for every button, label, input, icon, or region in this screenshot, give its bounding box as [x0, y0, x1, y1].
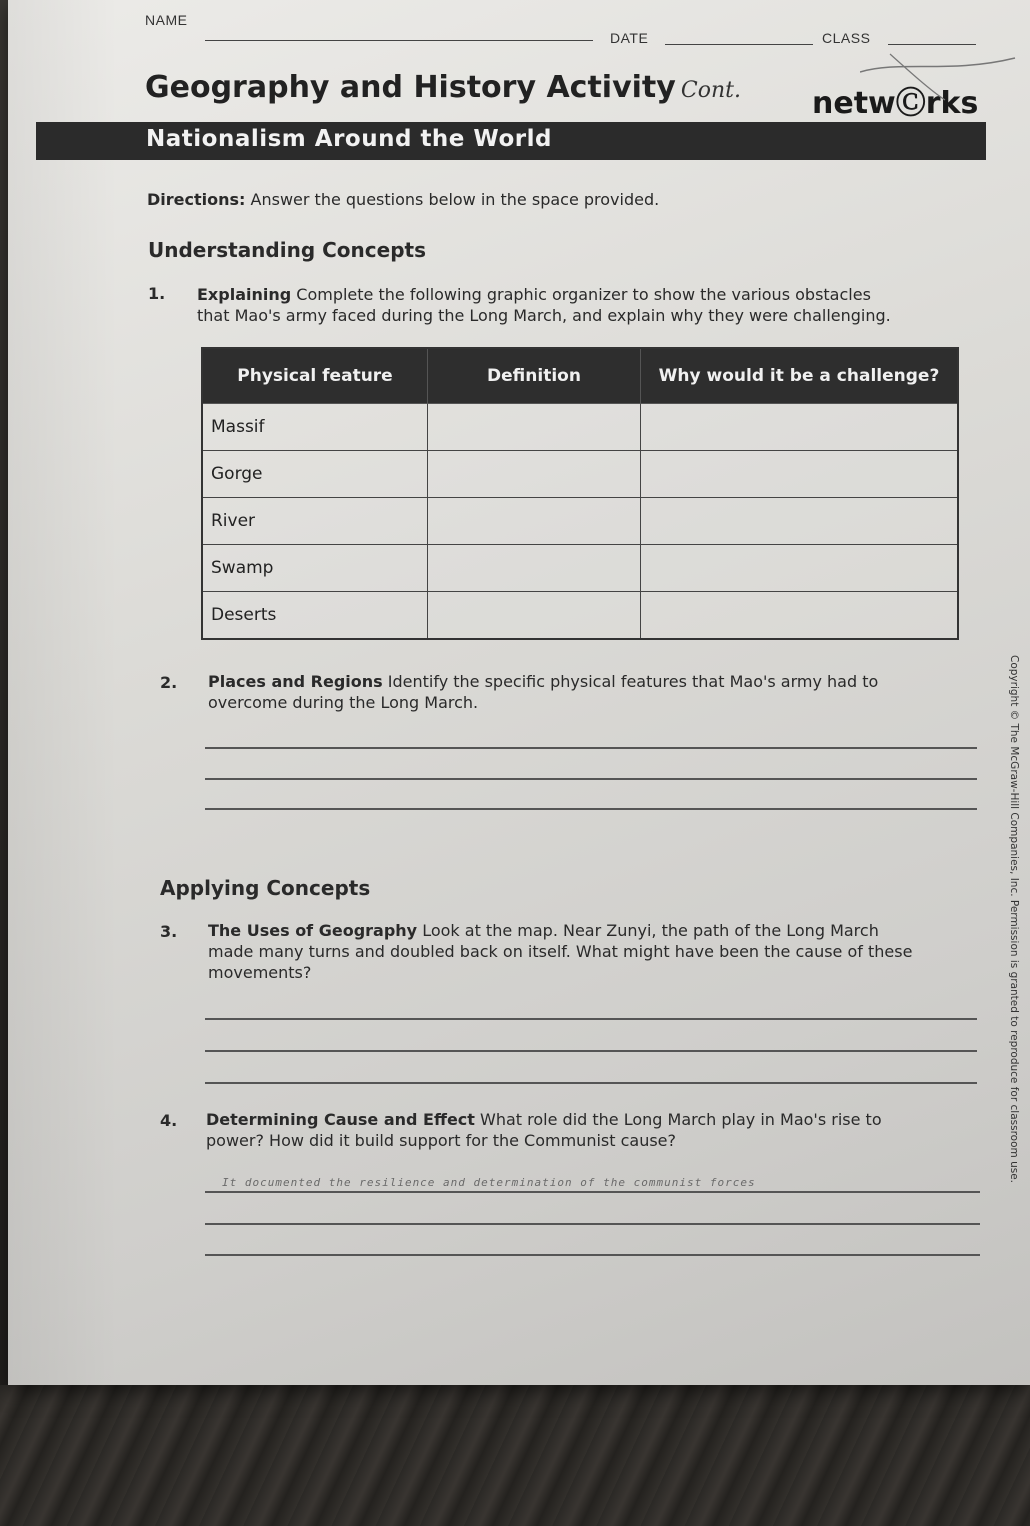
feature-cell: Deserts: [202, 592, 428, 640]
copyright-notice: Copyright © The McGraw-Hill Companies, Inc. Permission is granted to reproduce for classroom use.: [1008, 655, 1020, 1183]
section-understanding: Understanding Concepts: [148, 238, 426, 262]
q4-answer-line-3[interactable]: [205, 1254, 980, 1256]
q1-number: 1.: [148, 284, 166, 303]
directions: [147, 190, 659, 209]
definition-cell[interactable]: [428, 451, 641, 498]
challenge-cell[interactable]: [641, 451, 959, 498]
header-challenge: Why would it be a challenge?: [641, 348, 959, 404]
graphic-organizer-table: [201, 347, 959, 640]
q3-line3: movements?: [208, 963, 312, 982]
challenge-cell[interactable]: [641, 404, 959, 451]
q4-handwritten-answer: It documented the resilience and determination of the communist forces: [222, 1176, 756, 1189]
feature-cell: Gorge: [202, 451, 428, 498]
challenge-cell[interactable]: [641, 545, 959, 592]
class-label: CLASS: [822, 30, 871, 46]
banner-text: Nationalism Around the World: [146, 126, 552, 152]
q3-answer-line-3[interactable]: [205, 1082, 977, 1084]
definition-cell[interactable]: [428, 498, 641, 545]
q1-skill: Explaining: [197, 285, 292, 304]
directions-text: Answer the questions below in the space provided.: [250, 190, 660, 209]
q4-number: 4.: [160, 1111, 178, 1130]
q2-number: 2.: [160, 673, 178, 692]
name-label: NAME: [145, 12, 188, 28]
q4-answer-line-1[interactable]: [205, 1191, 980, 1193]
q4-skill: Determining Cause and Effect: [206, 1110, 475, 1129]
definition-cell[interactable]: [428, 592, 641, 640]
date-line[interactable]: [665, 44, 813, 45]
q3-number: 3.: [160, 922, 178, 941]
date-label: DATE: [610, 30, 649, 46]
q2-answer-line-1[interactable]: [205, 747, 977, 749]
class-line[interactable]: [888, 44, 976, 45]
q2-line2: overcome during the Long March.: [208, 693, 479, 712]
title-cont: Cont.: [680, 78, 741, 103]
q1-text: [197, 284, 891, 326]
logo-swoosh-icon: [860, 52, 1020, 102]
q4-answer-line-2[interactable]: [205, 1223, 980, 1225]
title-main: Geography and History Activity: [145, 70, 676, 105]
table-row: [202, 404, 958, 451]
q4-line1: What role did the Long March play in Mao's rise to: [480, 1110, 882, 1129]
definition-cell[interactable]: [428, 545, 641, 592]
q2-line1: Identify the specific physical features that Mao's army had to: [387, 672, 879, 691]
table-row: [202, 545, 958, 592]
networks-logo: netwⒸrks: [812, 86, 979, 121]
q4-line2: power? How did it build support for the Communist cause?: [206, 1131, 677, 1150]
q3-line1: Look at the map. Near Zunyi, the path of the Long March: [422, 921, 879, 940]
title-banner: [36, 122, 986, 160]
header-definition: Definition: [428, 348, 641, 404]
section-applying: Applying Concepts: [160, 876, 371, 900]
table-header-row: [202, 348, 958, 404]
feature-cell: River: [202, 498, 428, 545]
feature-cell: Swamp: [202, 545, 428, 592]
page-title: [145, 70, 741, 105]
definition-cell[interactable]: [428, 404, 641, 451]
q1-line2: that Mao's army faced during the Long March, and explain why they were challenging.: [197, 306, 891, 325]
q3-line2: made many turns and doubled back on itself. What might have been the cause of these: [208, 942, 913, 961]
q2-answer-line-2[interactable]: [205, 778, 977, 780]
table-row: [202, 451, 958, 498]
directions-label: Directions:: [147, 190, 246, 209]
name-line[interactable]: [205, 40, 593, 41]
q3-answer-line-2[interactable]: [205, 1050, 977, 1052]
q3-text: [208, 920, 912, 983]
q2-text: [208, 671, 878, 713]
q1-line1: Complete the following graphic organizer to show the various obstacles: [296, 285, 871, 304]
q4-text: [206, 1109, 882, 1151]
q3-answer-line-1[interactable]: [205, 1018, 977, 1020]
table-row: [202, 498, 958, 545]
q3-skill: The Uses of Geography: [208, 921, 418, 940]
challenge-cell[interactable]: [641, 592, 959, 640]
feature-cell: Massif: [202, 404, 428, 451]
background-fabric: [0, 1385, 1030, 1526]
header-physical-feature: Physical feature: [202, 348, 428, 404]
challenge-cell[interactable]: [641, 498, 959, 545]
table-row: [202, 592, 958, 640]
q2-skill: Places and Regions: [208, 672, 383, 691]
q2-answer-line-3[interactable]: [205, 808, 977, 810]
